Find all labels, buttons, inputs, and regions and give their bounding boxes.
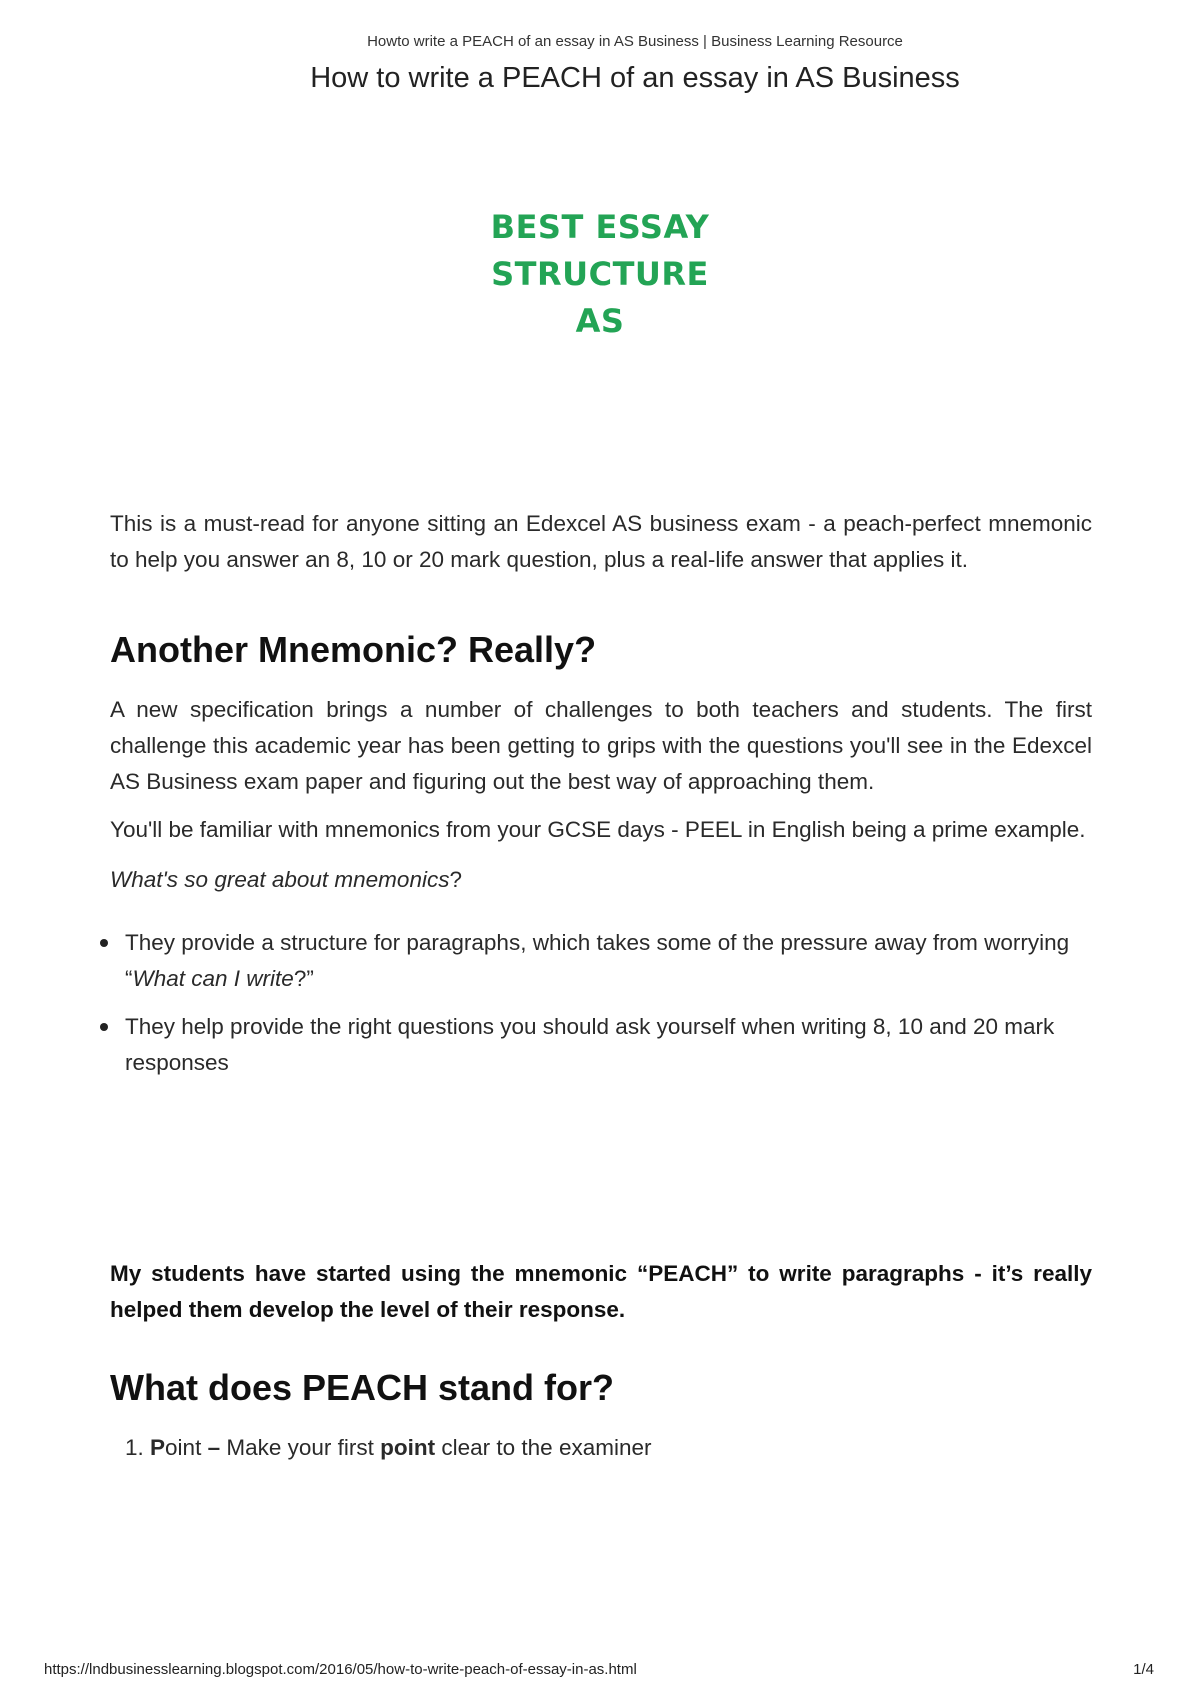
- section-heading-mnemonic: Another Mnemonic? Really?: [110, 629, 597, 670]
- peach-steps-list: [110, 1430, 1092, 1466]
- list-item: [110, 1009, 1092, 1081]
- bullet-1-text: They provide a structure for paragraphs, which takes some of the pressure away from worrying “: [125, 930, 1070, 991]
- step-bold-word: point: [380, 1435, 436, 1460]
- print-header: Howto write a PEACH of an essay in AS Business | Business Learning Resource: [367, 33, 903, 50]
- section-heading-peach: What does PEACH stand for?: [110, 1367, 615, 1408]
- bullet-1-italic: What can I write: [132, 966, 294, 991]
- essay-structure-banner: [430, 204, 770, 345]
- peach-intro-bold: My students have started using the mnemonic “PEACH” to write paragraphs - it’s really helped them develop the level of their response.: [110, 1261, 1092, 1322]
- bullet-dot-icon: [100, 1023, 108, 1031]
- bullet-1-end: ?”: [293, 966, 314, 991]
- step-number: 1.: [125, 1435, 144, 1460]
- footer-page-number: 1/4: [1133, 1661, 1154, 1678]
- spec-paragraph: A new specification brings a number of challenges to both teachers and students. The first challenge this academic year has been getting to grips with the questions you'll see in the Edexcel AS Business exam paper and figuring out the best way of approaching them.: [110, 697, 1092, 794]
- banner-line-3: AS: [575, 302, 625, 340]
- question-italic: What's so great about mnemonics: [110, 867, 450, 892]
- question-mark: ?: [449, 867, 462, 892]
- gcse-paragraph: You'll be familiar with mnemonics from your GCSE days - PEEL in English being a prime example.: [110, 817, 1086, 842]
- banner-line-2: STRUCTURE: [491, 255, 709, 293]
- footer-url: https://lndbusinesslearning.blogspot.com/2016/05/how-to-write-peach-of-essay-in-as.html: [44, 1661, 637, 1678]
- article-body: [110, 506, 1092, 1466]
- banner-line-1: BEST ESSAY: [490, 208, 710, 246]
- step-letter: P: [150, 1435, 166, 1460]
- list-item: [110, 925, 1092, 997]
- intro-paragraph: This is a must-read for anyone sitting an Edexcel AS business exam - a peach-perfect mnemonic to help you answer an 8, 10 or 20 mark question, plus a real-life answer that applies it.: [110, 511, 1092, 572]
- list-item: [110, 1430, 1092, 1466]
- article-title: How to write a PEACH of an essay in AS Business: [310, 62, 960, 94]
- bullet-dot-icon: [100, 939, 108, 947]
- step-text-post: clear to the examiner: [435, 1435, 652, 1460]
- benefits-list: [110, 925, 1092, 1081]
- step-dash: –: [201, 1435, 221, 1460]
- step-word-rest: oint: [165, 1435, 202, 1460]
- step-text-pre: Make your first: [220, 1435, 381, 1460]
- question-paragraph: [110, 862, 1092, 898]
- bullet-2-text: They help provide the right questions you should ask yourself when writing 8, 10 and 20 mark responses: [125, 1014, 1055, 1075]
